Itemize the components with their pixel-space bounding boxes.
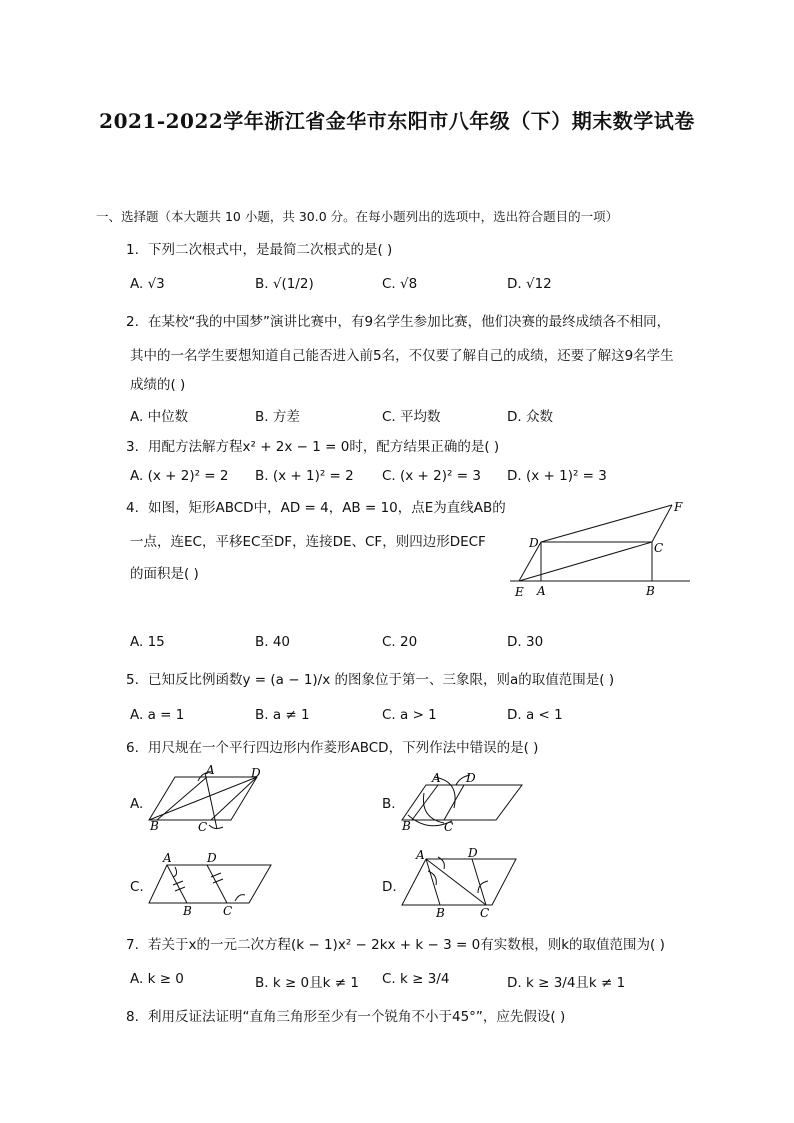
segment-ec xyxy=(519,542,652,581)
question-6 xyxy=(126,737,538,759)
label-d: D xyxy=(207,851,217,865)
label-b: B xyxy=(150,819,159,833)
segment-ab xyxy=(412,785,438,820)
question-4 xyxy=(126,497,506,519)
label-c: C xyxy=(444,820,454,834)
q2-option-d: D. 众数 xyxy=(507,409,553,425)
question-2-line2: 其中的一名学生要想知道自己能否进入前5名，不仅要了解自己的成绩，还要了解这9名学生 xyxy=(130,348,674,364)
label-f: F xyxy=(674,500,683,514)
diagonal xyxy=(149,777,257,820)
q5-option-b: B. a ≠ 1 xyxy=(255,707,310,723)
question-4-line2: 一点，连EC，平移EC至DF，连接DE、CF，则四边形DECF xyxy=(130,534,486,550)
exam-title: 2021-2022学年浙江省金华市东阳市八年级（下）期末数学试卷 xyxy=(99,109,695,133)
question-text: 利用反证法证明“直角三角形至少有一个锐角不小于45°”，应先假设( ) xyxy=(148,1009,566,1025)
q1-option-a: A. √3 xyxy=(130,276,165,292)
label-a: A xyxy=(163,851,172,865)
q4-option-a: A. 15 xyxy=(130,634,165,650)
question-text-line1: 在某校“我的中国梦”演讲比赛中，有9名学生参加比赛，他们决赛的最终成绩各不相同， xyxy=(148,314,671,330)
q7-option-d: D. k ≥ 3/4且k ≠ 1 xyxy=(507,975,626,991)
label-d: D xyxy=(251,766,261,780)
segment-dc xyxy=(211,777,257,820)
question-1 xyxy=(126,239,392,261)
q6-figure-d xyxy=(398,847,528,922)
q3-option-b: B. (x + 1)² = 2 xyxy=(255,468,354,484)
bisector-ab xyxy=(167,865,187,903)
question-text: 下列二次根式中，是最简二次根式的是( ) xyxy=(148,242,393,258)
label-d: D xyxy=(468,847,478,860)
question-number: 5. xyxy=(126,672,139,688)
question-2-line3: 成绩的( ) xyxy=(130,377,186,393)
question-7 xyxy=(126,934,665,956)
question-2 xyxy=(126,311,670,333)
segment-ab xyxy=(426,859,440,905)
label-b: B xyxy=(436,906,445,920)
segment-df xyxy=(541,505,672,542)
question-text: 用尺规在一个平行四边形内作菱形ABCD，下列作法中错误的是( ) xyxy=(148,740,539,756)
label-a: A xyxy=(206,763,215,777)
q5-option-a: A. a = 1 xyxy=(130,707,185,723)
question-3 xyxy=(126,436,499,458)
q6-option-c-label: C. xyxy=(130,879,144,895)
q7-option-c: C. k ≥ 3/4 xyxy=(382,971,450,987)
label-a: A xyxy=(416,848,425,862)
label-c: C xyxy=(198,820,208,834)
question-text: 用配方法解方程x² + 2x − 1 = 0时，配方结果正确的是( ) xyxy=(148,439,500,455)
bisector-dc xyxy=(207,865,227,903)
question-number: 7. xyxy=(126,937,139,953)
question-text: 若关于x的一元二次方程(k − 1)x² − 2kx + k − 3 = 0有实数根，则k的取值范围为( ) xyxy=(148,937,665,953)
q2-option-a: A. 中位数 xyxy=(130,409,189,425)
q6-figure-a xyxy=(145,763,275,838)
q3-option-c: C. (x + 2)² = 3 xyxy=(382,468,481,484)
q4-option-c: C. 20 xyxy=(382,634,418,650)
question-number: 2. xyxy=(126,314,139,330)
question-number: 6. xyxy=(126,740,139,756)
q6-option-d-label: D. xyxy=(382,879,397,895)
label-b: B xyxy=(183,904,192,918)
q5-option-d: D. a < 1 xyxy=(507,707,563,723)
label-c: C xyxy=(223,904,233,918)
parallelogram xyxy=(402,785,522,820)
q7-option-b: B. k ≥ 0且k ≠ 1 xyxy=(255,975,359,991)
label-b: B xyxy=(646,584,655,598)
q1-option-b: B. √(1/2) xyxy=(255,276,314,292)
label-e: E xyxy=(515,585,524,599)
q5-option-c: C. a > 1 xyxy=(382,707,437,723)
label-d: D xyxy=(466,771,476,785)
label-d: D xyxy=(529,536,539,550)
q6-figure-b xyxy=(398,763,528,838)
label-a: A xyxy=(537,584,546,598)
rectangle-abcd xyxy=(541,542,652,581)
question-number: 1. xyxy=(126,242,139,258)
q4-option-d: D. 30 xyxy=(507,634,544,650)
q3-option-d: D. (x + 1)² = 3 xyxy=(507,468,607,484)
diagonal-ac xyxy=(426,859,486,905)
question-4-line3: 的面积是( ) xyxy=(130,566,199,582)
label-a: A xyxy=(432,771,441,785)
q1-option-d: D. √12 xyxy=(507,276,552,292)
question-8 xyxy=(126,1006,565,1028)
question-number: 8. xyxy=(126,1009,139,1025)
question-5 xyxy=(126,669,614,691)
arc xyxy=(235,895,245,901)
tick-marks xyxy=(173,881,185,891)
label-c: C xyxy=(654,541,664,555)
arc xyxy=(423,793,444,823)
label-b: B xyxy=(402,819,411,833)
arc xyxy=(173,867,177,877)
question-number: 3. xyxy=(126,439,139,455)
question-text: 已知反比例函数y = (a − 1)/x 的图象位于第一、三象限，则a的取值范围是( ) xyxy=(148,672,615,688)
q3-option-a: A. (x + 2)² = 2 xyxy=(130,468,229,484)
segment-cf xyxy=(652,505,672,542)
q2-option-c: C. 平均数 xyxy=(382,409,441,425)
tick-marks xyxy=(211,873,223,883)
label-c: C xyxy=(480,906,490,920)
q2-option-b: B. 方差 xyxy=(255,409,300,425)
q6-figure-c xyxy=(145,847,275,922)
section-heading: 一、选择题（本大题共 10 小题，共 30.0 分。在每小题列出的选项中，选出符合题目的一项） xyxy=(96,209,619,224)
q4-option-b: B. 40 xyxy=(255,634,291,650)
parallelogram xyxy=(402,859,516,905)
question-number: 4. xyxy=(126,500,139,516)
q1-option-c: C. √8 xyxy=(382,276,418,292)
q6-option-b-label: B. xyxy=(382,796,396,812)
question-text-line1: 如图，矩形ABCD中，AD = 4，AB = 10，点E为直线AB的 xyxy=(148,500,506,516)
q7-option-a: A. k ≥ 0 xyxy=(130,971,184,987)
q6-option-a-label: A. xyxy=(130,796,144,812)
q4-figure xyxy=(505,495,705,605)
